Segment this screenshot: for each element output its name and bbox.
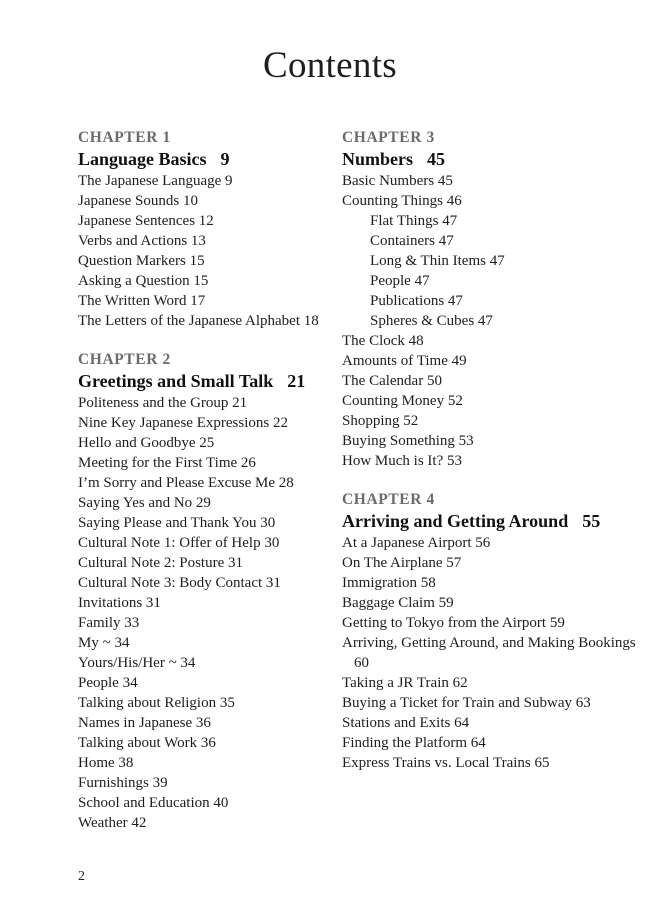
toc-entry: Meeting for the First Time 26: [78, 455, 256, 471]
toc-subentry: Containers 47: [370, 233, 454, 249]
toc-entry: Saying Yes and No 29: [78, 495, 211, 511]
toc-entry: Weather 42: [78, 815, 147, 831]
toc-entry: Talking about Work 36: [78, 735, 216, 751]
toc-entry: Talking about Religion 35: [78, 695, 235, 711]
toc-entry: Names in Japanese 36: [78, 715, 211, 731]
chapter-title-text: Greetings and Small Talk: [78, 371, 274, 391]
toc-entry: At a Japanese Airport 56: [342, 535, 491, 551]
chapter-title-text: Language Basics: [78, 149, 207, 169]
toc-entry: Amounts of Time 49: [342, 353, 467, 369]
toc-entry: Nine Key Japanese Expressions 22: [78, 415, 288, 431]
toc-subentry: Long & Thin Items 47: [370, 253, 505, 269]
chapter-label: CHAPTER 1: [78, 129, 171, 146]
toc-entry: Stations and Exits 64: [342, 715, 470, 731]
toc-entry: School and Education 40: [78, 795, 229, 811]
toc-entry: Express Trains vs. Local Trains 65: [342, 755, 550, 771]
toc-entry: Buying Something 53: [342, 433, 474, 449]
toc-entry: I’m Sorry and Please Excuse Me 28: [78, 475, 294, 491]
chapter-title-text: Numbers: [342, 149, 413, 169]
chapter-label: CHAPTER 4: [342, 491, 435, 508]
chapter-block: [78, 128, 340, 331]
chapter-title: [342, 510, 642, 532]
toc-entry: Buying a Ticket for Train and Subway 63: [342, 695, 591, 711]
toc-entry: The Letters of the Japanese Alphabet 18: [78, 313, 319, 329]
chapter-title-text: Arriving and Getting Around: [342, 511, 569, 531]
toc-entry: Politeness and the Group 21: [78, 395, 248, 411]
toc-entry: Taking a JR Train 62: [342, 675, 468, 691]
page-title: Contents: [263, 45, 397, 86]
toc-entry: Counting Things 46: [342, 193, 462, 209]
chapter-block: [342, 128, 642, 471]
toc-entry: The Calendar 50: [342, 373, 442, 389]
toc-entry: Japanese Sentences 12: [78, 213, 214, 229]
chapter-page-number: 21: [287, 371, 306, 391]
toc-entry: Getting to Tokyo from the Airport 59: [342, 615, 565, 631]
toc-entry: On The Airplane 57: [342, 555, 462, 571]
toc-entry: Counting Money 52: [342, 393, 463, 409]
toc-entry: Asking a Question 15: [78, 273, 209, 289]
chapter-page-number: 9: [220, 149, 230, 169]
toc-entry: Saying Please and Thank You 30: [78, 515, 276, 531]
toc-subentry: People 47: [370, 273, 430, 289]
toc-entry: Cultural Note 1: Offer of Help 30: [78, 535, 280, 551]
chapter-label: CHAPTER 3: [342, 129, 435, 146]
toc-entry: Baggage Claim 59: [342, 595, 454, 611]
chapter-page-number: 55: [582, 511, 601, 531]
chapter-block: [342, 490, 642, 773]
toc-entry: Invitations 31: [78, 595, 161, 611]
toc-entry: Finding the Platform 64: [342, 735, 486, 751]
toc-entry: Yours/His/Her ~ 34: [78, 655, 196, 671]
toc-entry: Japanese Sounds 10: [78, 193, 198, 209]
toc-entry: Basic Numbers 45: [342, 173, 453, 189]
toc-entry: How Much is It? 53: [342, 453, 462, 469]
toc-entry: Family 33: [78, 615, 140, 631]
toc-entry: Cultural Note 2: Posture 31: [78, 555, 243, 571]
page-number: 2: [78, 869, 85, 884]
toc-subentry: Spheres & Cubes 47: [370, 313, 493, 329]
toc-entry: Home 38: [78, 755, 134, 771]
toc-entry: Shopping 52: [342, 413, 419, 429]
toc-right-column: [342, 128, 642, 792]
toc-entry: Immigration 58: [342, 575, 436, 591]
toc-entry: Cultural Note 3: Body Contact 31: [78, 575, 281, 591]
toc-entry: Furnishings 39: [78, 775, 168, 791]
toc-entry: Verbs and Actions 13: [78, 233, 206, 249]
chapter-title: [78, 148, 340, 170]
toc-entry: The Written Word 17: [78, 293, 206, 309]
chapter-title: [78, 370, 340, 392]
toc-subentry: Flat Things 47: [370, 213, 458, 229]
toc-entry: Arriving, Getting Around, and Making Bookings 60: [342, 635, 636, 671]
chapter-block: [78, 350, 340, 833]
toc-entry: People 34: [78, 675, 138, 691]
toc-subentry: Publications 47: [370, 293, 463, 309]
toc-entry: Question Markers 15: [78, 253, 205, 269]
toc-left-column: [78, 128, 340, 852]
toc-entry: Hello and Goodbye 25: [78, 435, 215, 451]
chapter-label: CHAPTER 2: [78, 351, 171, 368]
toc-entry: The Japanese Language 9: [78, 173, 233, 189]
chapter-title: [342, 148, 642, 170]
toc-entry: The Clock 48: [342, 333, 424, 349]
toc-entry: My ~ 34: [78, 635, 130, 651]
chapter-page-number: 45: [427, 149, 445, 169]
